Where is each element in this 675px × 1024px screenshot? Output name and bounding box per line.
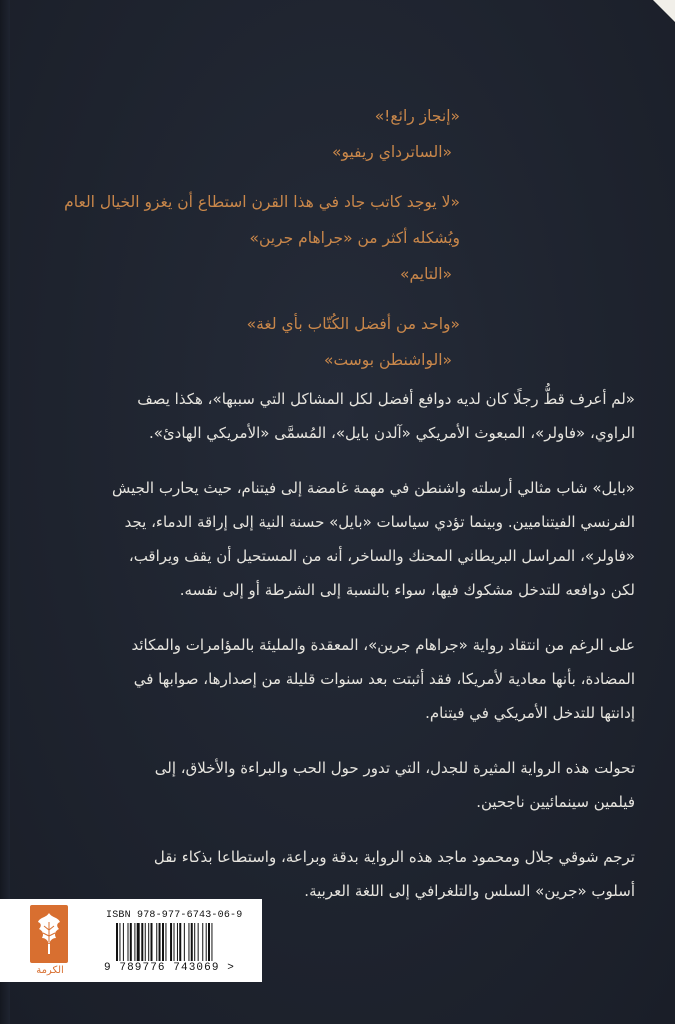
text-line: المضادة، بأنها معادية لأمريكا، فقد أثبتت بعد سنوات قليلة من إصدارها، صوابها في xyxy=(133,670,635,688)
synopsis-paragraph-3 xyxy=(55,628,635,730)
text-line: إدانتها للتدخل الأمريكي في فيتنام. xyxy=(425,704,635,722)
barcode-number: 9 789776 743069 > xyxy=(104,962,235,974)
text-line: تحولت هذه الرواية المثيرة للجدل، التي تدور حول الحب والبراءة والأخلاق، إلى xyxy=(154,759,635,777)
synopsis xyxy=(55,382,635,929)
cover-spine-edge xyxy=(0,0,10,1024)
text-line: على الرغم من انتقاد رواية «جراهام جرين»، المعقدة والمليئة بالمؤامرات والمكائد xyxy=(131,636,635,654)
text-line: لكن دوافعه للتدخل مشكوك فيها، سواء بالنسبة إلى الشرطة أو إلى نفسه. xyxy=(179,581,635,599)
page-corner xyxy=(653,0,675,22)
quote-3: «واحد من أفضل الكُتّاب بأي لغة» xyxy=(246,315,460,333)
quote-1-source: «الساترداي ريفيو» xyxy=(331,143,452,161)
synopsis-paragraph-1 xyxy=(55,382,635,450)
synopsis-paragraph-2 xyxy=(55,471,635,607)
review-quotes xyxy=(40,98,460,378)
synopsis-paragraph-4 xyxy=(55,751,635,819)
quote-2-line-1: «لا يوجد كاتب جاد في هذا القرن استطاع أن يغزو الخيال العام xyxy=(64,193,460,211)
quote-2-source: «التايم» xyxy=(399,265,452,283)
barcode-icon xyxy=(116,923,246,961)
isbn-label: ISBN 978-977-6743-06-9 xyxy=(106,910,243,921)
quote-1: «إنجاز رائع!» xyxy=(374,107,460,125)
text-line: أسلوب «جرين» السلس والتلغرافي إلى اللغة العربية. xyxy=(304,882,635,900)
text-line: «لم أعرف قطُّ رجلًا كان لديه دوافع أفضل لكل المشاكل التي سببها»، هكذا يصف xyxy=(137,390,635,408)
vine-leaf-icon xyxy=(30,905,68,963)
text-line: «بايل» شاب مثالي أرسلته واشنطن في مهمة غامضة إلى فيتنام، حيث يحارب الجيش xyxy=(112,479,635,497)
text-line: «فاولر»، المراسل البريطاني المحنك والساخر، أنه من المستحيل أن يقف ويراقب، xyxy=(128,547,635,565)
barcode-panel xyxy=(0,899,262,982)
text-line: ترجم شوقي جلال ومحمود ماجد هذه الرواية بدقة وبراعة، واستطاعا بذكاء نقل xyxy=(153,848,635,866)
text-line: فيلمين سينمائيين ناجحين. xyxy=(476,793,635,811)
synopsis-paragraph-5 xyxy=(55,840,635,908)
text-line: الفرنسي الفيتناميين. وبينما تؤدي سياسات «بايل» حسنة النية إلى إراقة الدماء، يجد xyxy=(124,513,635,531)
text-line: الراوي، «فاولر»، المبعوث الأمريكي «آلدن بايل»، المُسمَّى «الأمريكي الهادئ». xyxy=(148,424,635,442)
quote-3-source: «الواشنطن بوست» xyxy=(324,351,452,369)
publisher-name: الكرمة xyxy=(36,965,64,976)
quote-2-line-2: ويُشكله أكثر من «جراهام جرين» xyxy=(249,229,460,247)
